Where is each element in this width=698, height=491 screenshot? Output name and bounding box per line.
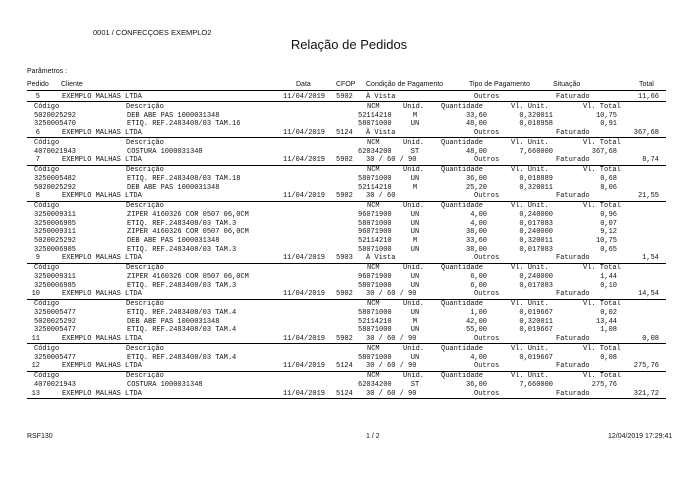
col-tipo: Tipo de Pagamento [469,81,530,88]
order-number: 5 [35,93,40,101]
order-payment-type: Outros [474,192,500,201]
order-total: 21,55 [637,192,659,201]
item-quantity: 48,00 [465,147,487,156]
item-code: 3250009311 [34,210,77,219]
order-number: 9 [35,254,40,263]
item-col-vl-total: Vl. Total [583,264,621,273]
order-total: 275,76 [633,362,659,371]
item-unit: UN [410,353,420,362]
order-status: Faturado [556,192,590,201]
order-number: 12 [31,362,40,371]
order-client: EXEMPLO MALHAS LTDA [62,192,142,201]
item-unit: UN [410,174,420,183]
order-condition: 30 / 60 / 90 [366,389,417,398]
item-col-vl-unit: Vl. Unit. [511,300,549,309]
item-unit-price: 0,240000 [519,210,553,219]
item-code: 5020025292 [34,183,77,192]
order-cfop: 5902 [336,156,353,165]
item-description: ETIQ. REF.2483408/03 TAM.3 [127,245,237,254]
item-total: 0,02 [600,309,617,317]
order-total: 0,08 [642,335,659,344]
item-code: 3250005477 [34,309,77,317]
item-ncm: 96071900 [358,273,392,281]
item-unit-price: 7,660000 [519,147,553,156]
item-total: 0,96 [600,210,617,219]
order-divider [27,398,666,399]
item-quantity: 6,00 [470,281,487,290]
order-condition: 30 / 60 / 90 [366,335,417,344]
item-code: 3250006985 [34,219,77,228]
order-cfop: 5902 [336,290,353,299]
item-col-ncm: NCM [367,344,380,353]
item-quantity: 42,00 [465,317,487,326]
order-total: 367,68 [633,129,659,137]
item-total: 1,08 [600,326,617,335]
item-col-ncm: NCM [367,166,380,175]
item-code: 4070021943 [34,147,77,156]
col-cfop: CFOP [336,81,356,88]
item-code: 3250005482 [34,174,77,183]
order-cfop: 5903 [336,254,353,263]
order-date: 11/04/2019 [283,389,326,398]
item-description: ZIPER 4160326 COR 0507 06,0CM [127,273,249,281]
item-unit-price: 0,320011 [519,317,553,326]
order-client: EXEMPLO MALHAS LTDA [62,254,142,263]
order-divider [27,165,666,166]
order-cfop: 5902 [336,93,353,101]
item-col-vl-unit: Vl. Unit. [511,138,549,147]
order-cfop: 5124 [336,389,353,398]
item-code: 5020025292 [34,237,77,245]
item-unit-price: 0,240000 [519,273,553,281]
order-date: 11/04/2019 [283,290,326,299]
header-divider [27,90,666,91]
item-unit: UN [410,273,420,281]
item-col-unid: Unid. [403,102,425,111]
order-divider [27,263,666,264]
item-code: 3250006985 [34,281,77,290]
order-number: 10 [31,290,40,299]
item-code: 3250009311 [34,228,77,237]
order-payment-type: Outros [474,93,500,101]
item-code: 3250006985 [34,245,77,254]
order-client: EXEMPLO MALHAS LTDA [62,129,142,137]
item-total: 13,44 [595,317,617,326]
item-col-unid: Unid. [403,138,425,147]
item-unit-price: 0,320011 [519,111,553,120]
item-col-vl-unit: Vl. Unit. [511,264,549,273]
item-ncm: 62034200 [358,381,392,389]
item-col-quantidade: Quantidade [441,102,484,111]
order-client: EXEMPLO MALHAS LTDA [62,389,142,398]
item-ncm: 58071000 [358,353,392,362]
order-condition: 30 / 60 / 90 [366,362,417,371]
item-col-unid: Unid. [403,264,425,273]
order-cfop: 5902 [336,192,353,201]
item-unit: M [412,237,418,245]
item-unit: M [412,183,418,192]
order-date: 11/04/2019 [283,362,326,371]
item-col-unid: Unid. [403,202,425,211]
order-condition: 30 / 60 / 90 [366,156,417,165]
order-total: 14,54 [637,290,659,299]
col-data: Data [296,81,311,88]
order-cfop: 5124 [336,362,353,371]
item-total: 8,06 [600,183,617,192]
item-description: ETIQ. REF.2483408/03 TAM.4 [127,309,237,317]
item-description: ETIQ. REF.2483408/03 TAM.4 [127,326,237,335]
item-unit-price: 0,240000 [519,228,553,237]
item-ncm: 58071000 [358,245,392,254]
item-total: 10,75 [595,111,617,120]
item-col-codigo: Código [34,102,60,111]
item-col-codigo: Código [34,264,60,273]
item-description: ETIQ. REF.2483408/03 TAM.3 [127,219,237,228]
item-unit-price: 0,019667 [519,353,553,362]
item-col-vl-total: Vl. Total [583,138,621,147]
item-ncm: 96071900 [358,210,392,219]
item-description: DEB ABE PAS 1000031348 [127,183,220,192]
item-col-descricao: Descrição [126,300,164,309]
item-total: 0,10 [600,281,617,290]
order-client: EXEMPLO MALHAS LTDA [62,362,142,371]
item-code: 3250005470 [34,120,77,129]
item-unit: M [412,111,418,120]
item-unit: ST [410,147,420,156]
order-total: 321,72 [633,389,659,398]
item-col-codigo: Código [34,300,60,309]
item-unit-price: 0,019667 [519,309,553,317]
item-unit: UN [410,326,420,335]
order-status: Faturado [556,93,590,101]
order-status: Faturado [556,254,590,263]
col-condicao: Condição de Pagamento [366,81,444,88]
col-situacao: Situação [553,81,581,88]
item-quantity: 4,00 [470,210,487,219]
item-description: COSTURA 1000031348 [127,381,203,389]
report-code: RSF130 [27,433,53,440]
item-col-vl-unit: Vl. Unit. [511,166,549,175]
item-quantity: 6,00 [470,273,487,281]
item-unit: M [412,317,418,326]
order-client: EXEMPLO MALHAS LTDA [62,290,142,299]
order-payment-type: Outros [474,129,500,137]
order-date: 11/04/2019 [283,156,326,165]
item-unit: UN [410,228,420,237]
order-number: 6 [35,129,40,137]
item-code: 3250009311 [34,273,77,281]
item-col-quantidade: Quantidade [441,300,484,309]
order-condition: 30 / 60 [366,192,396,201]
order-status: Faturado [556,362,590,371]
item-quantity: 36,00 [465,174,487,183]
item-description: ETIQ. REF.2483408/03 TAM.16 [127,120,241,129]
item-col-codigo: Código [34,344,60,353]
item-description: COSTURA 1000031348 [127,147,203,156]
item-ncm: 52114210 [358,111,392,120]
order-divider [27,101,666,102]
item-total: 10,75 [595,237,617,245]
item-description: ZIPER 4160326 COR 0507 06,0CM [127,228,249,237]
order-payment-type: Outros [474,254,500,263]
col-pedido: Pedido [27,81,49,88]
company-name: 0001 / CONFECÇOES EXEMPLO2 [93,28,212,37]
item-quantity: 36,00 [465,381,487,389]
item-unit-price: 0,017083 [519,245,553,254]
item-code: 4070021943 [34,381,77,389]
order-divider [27,371,666,372]
order-status: Faturado [556,335,590,344]
order-payment-type: Outros [474,389,500,398]
item-total: 0,07 [600,219,617,228]
item-col-vl-unit: Vl. Unit. [511,102,549,111]
order-status: Faturado [556,389,590,398]
item-total: 0,08 [600,353,617,362]
item-total: 367,68 [591,147,617,156]
item-description: ZIPER 4160326 COR 0507 06,0CM [127,210,249,219]
order-total: 1,54 [642,254,659,263]
item-description: ETIQ. REF.2483408/03 TAM.18 [127,174,241,183]
item-col-quantidade: Quantidade [441,344,484,353]
item-description: ETIQ. REF.2483408/03 TAM.4 [127,353,237,362]
order-date: 11/04/2019 [283,192,326,201]
item-total: 0,65 [600,245,617,254]
order-payment-type: Outros [474,156,500,165]
order-client: EXEMPLO MALHAS LTDA [62,93,142,101]
item-quantity: 1,00 [470,309,487,317]
item-col-unid: Unid. [403,300,425,309]
item-quantity: 4,00 [470,219,487,228]
item-ncm: 58071000 [358,309,392,317]
order-payment-type: Outros [474,362,500,371]
item-col-vl-total: Vl. Total [583,344,621,353]
item-col-vl-unit: Vl. Unit. [511,372,549,381]
item-col-quantidade: Quantidade [441,138,484,147]
item-total: 275,76 [591,381,617,389]
item-col-vl-unit: Vl. Unit. [511,344,549,353]
item-col-codigo: Código [34,372,60,381]
item-quantity: 4,00 [470,353,487,362]
item-description: ETIQ. REF.2483408/03 TAM.3 [127,281,237,290]
item-code: 3250005477 [34,326,77,335]
item-col-descricao: Descrição [126,372,164,381]
item-total: 0,68 [600,174,617,183]
item-code: 3250005477 [34,353,77,362]
item-col-descricao: Descrição [126,138,164,147]
params-label: Parâmetros : [27,68,68,75]
item-unit: UN [410,219,420,228]
item-unit: UN [410,309,420,317]
item-col-descricao: Descrição [126,102,164,111]
order-payment-type: Outros [474,335,500,344]
item-unit-price: 0,320011 [519,237,553,245]
item-unit-price: 0,019667 [519,326,553,335]
item-col-ncm: NCM [367,202,380,211]
col-total: Total [639,81,654,88]
order-cfop: 5902 [336,335,353,344]
item-description: DEB ABE PAS 1000031348 [127,237,220,245]
order-number: 11 [31,335,40,344]
order-condition: 30 / 60 / 90 [366,290,417,299]
item-unit: UN [410,120,420,129]
order-client: EXEMPLO MALHAS LTDA [62,335,142,344]
item-code: 5020025292 [34,111,77,120]
item-description: DEB ABE PAS 1000031348 [127,317,220,326]
item-ncm: 58071000 [358,174,392,183]
item-quantity: 38,00 [465,245,487,254]
order-divider [27,299,666,300]
order-status: Faturado [556,156,590,165]
item-quantity: 33,60 [465,111,487,120]
page-number: 1 / 2 [366,433,380,440]
item-ncm: 96071900 [358,228,392,237]
item-unit-price: 7,660000 [519,381,553,389]
order-payment-type: Outros [474,290,500,299]
item-col-quantidade: Quantidade [441,202,484,211]
item-total: 9,12 [600,228,617,237]
item-col-descricao: Descrição [126,202,164,211]
order-status: Faturado [556,129,590,137]
order-divider [27,201,666,202]
item-total: 1,44 [600,273,617,281]
item-unit-price: 0,017083 [519,219,553,228]
item-unit: UN [410,210,420,219]
order-cfop: 5124 [336,129,353,137]
item-ncm: 58071000 [358,120,392,129]
item-col-ncm: NCM [367,300,380,309]
order-condition: À Vista [366,129,396,137]
item-quantity: 48,00 [465,120,487,129]
item-ncm: 58071000 [358,281,392,290]
item-total: 0,91 [600,120,617,129]
order-divider [27,343,666,344]
item-quantity: 38,00 [465,228,487,237]
order-number: 13 [31,389,40,398]
item-col-unid: Unid. [403,166,425,175]
item-quantity: 25,20 [465,183,487,192]
report-title: Relação de Pedidos [290,37,408,52]
item-col-vl-total: Vl. Total [583,372,621,381]
order-number: 8 [35,192,40,201]
item-unit: UN [410,281,420,290]
item-unit: UN [410,245,420,254]
item-ncm: 52114210 [358,317,392,326]
order-date: 11/04/2019 [283,93,326,101]
order-date: 11/04/2019 [283,335,326,344]
order-date: 11/04/2019 [283,254,326,263]
item-ncm: 58071000 [358,326,392,335]
item-col-ncm: NCM [367,264,380,273]
item-col-vl-total: Vl. Total [583,166,621,175]
order-condition: À Vista [366,93,396,101]
item-col-ncm: NCM [367,102,380,111]
item-unit-price: 0,320011 [519,183,553,192]
item-unit-price: 0,017083 [519,281,553,290]
item-col-ncm: NCM [367,138,380,147]
order-date: 11/04/2019 [283,129,326,137]
item-ncm: 52114210 [358,237,392,245]
item-col-vl-total: Vl. Total [583,102,621,111]
item-col-vl-unit: Vl. Unit. [511,202,549,211]
item-col-ncm: NCM [367,372,380,381]
order-total: 11,66 [637,93,659,101]
item-unit-price: 0,018889 [519,174,553,183]
item-col-codigo: Código [34,138,60,147]
item-ncm: 58071000 [358,219,392,228]
item-quantity: 55,00 [465,326,487,335]
item-col-descricao: Descrição [126,264,164,273]
item-col-quantidade: Quantidade [441,264,484,273]
item-code: 5020025292 [34,317,77,326]
item-col-descricao: Descrição [126,344,164,353]
item-col-vl-total: Vl. Total [583,202,621,211]
order-number: 7 [35,156,40,165]
item-description: DEB ABE PAS 1000031348 [127,111,220,120]
order-client: EXEMPLO MALHAS LTDA [62,156,142,165]
item-ncm: 62034200 [358,147,392,156]
item-col-vl-total: Vl. Total [583,300,621,309]
col-cliente: Cliente [61,81,83,88]
item-col-codigo: Código [34,166,60,175]
order-condition: À Vista [366,254,396,263]
order-total: 8,74 [642,156,659,165]
item-col-quantidade: Quantidade [441,166,484,175]
item-ncm: 52114210 [358,183,392,192]
printed-at: 12/04/2019 17:29:41 [608,433,673,440]
item-quantity: 33,60 [465,237,487,245]
item-col-codigo: Código [34,202,60,211]
order-status: Faturado [556,290,590,299]
item-unit-price: 0,018958 [519,120,553,129]
item-col-unid: Unid. [403,344,425,353]
order-divider [27,137,666,138]
item-col-unid: Unid. [403,372,425,381]
item-col-quantidade: Quantidade [441,372,484,381]
item-unit: ST [410,381,420,389]
item-col-descricao: Descrição [126,166,164,175]
